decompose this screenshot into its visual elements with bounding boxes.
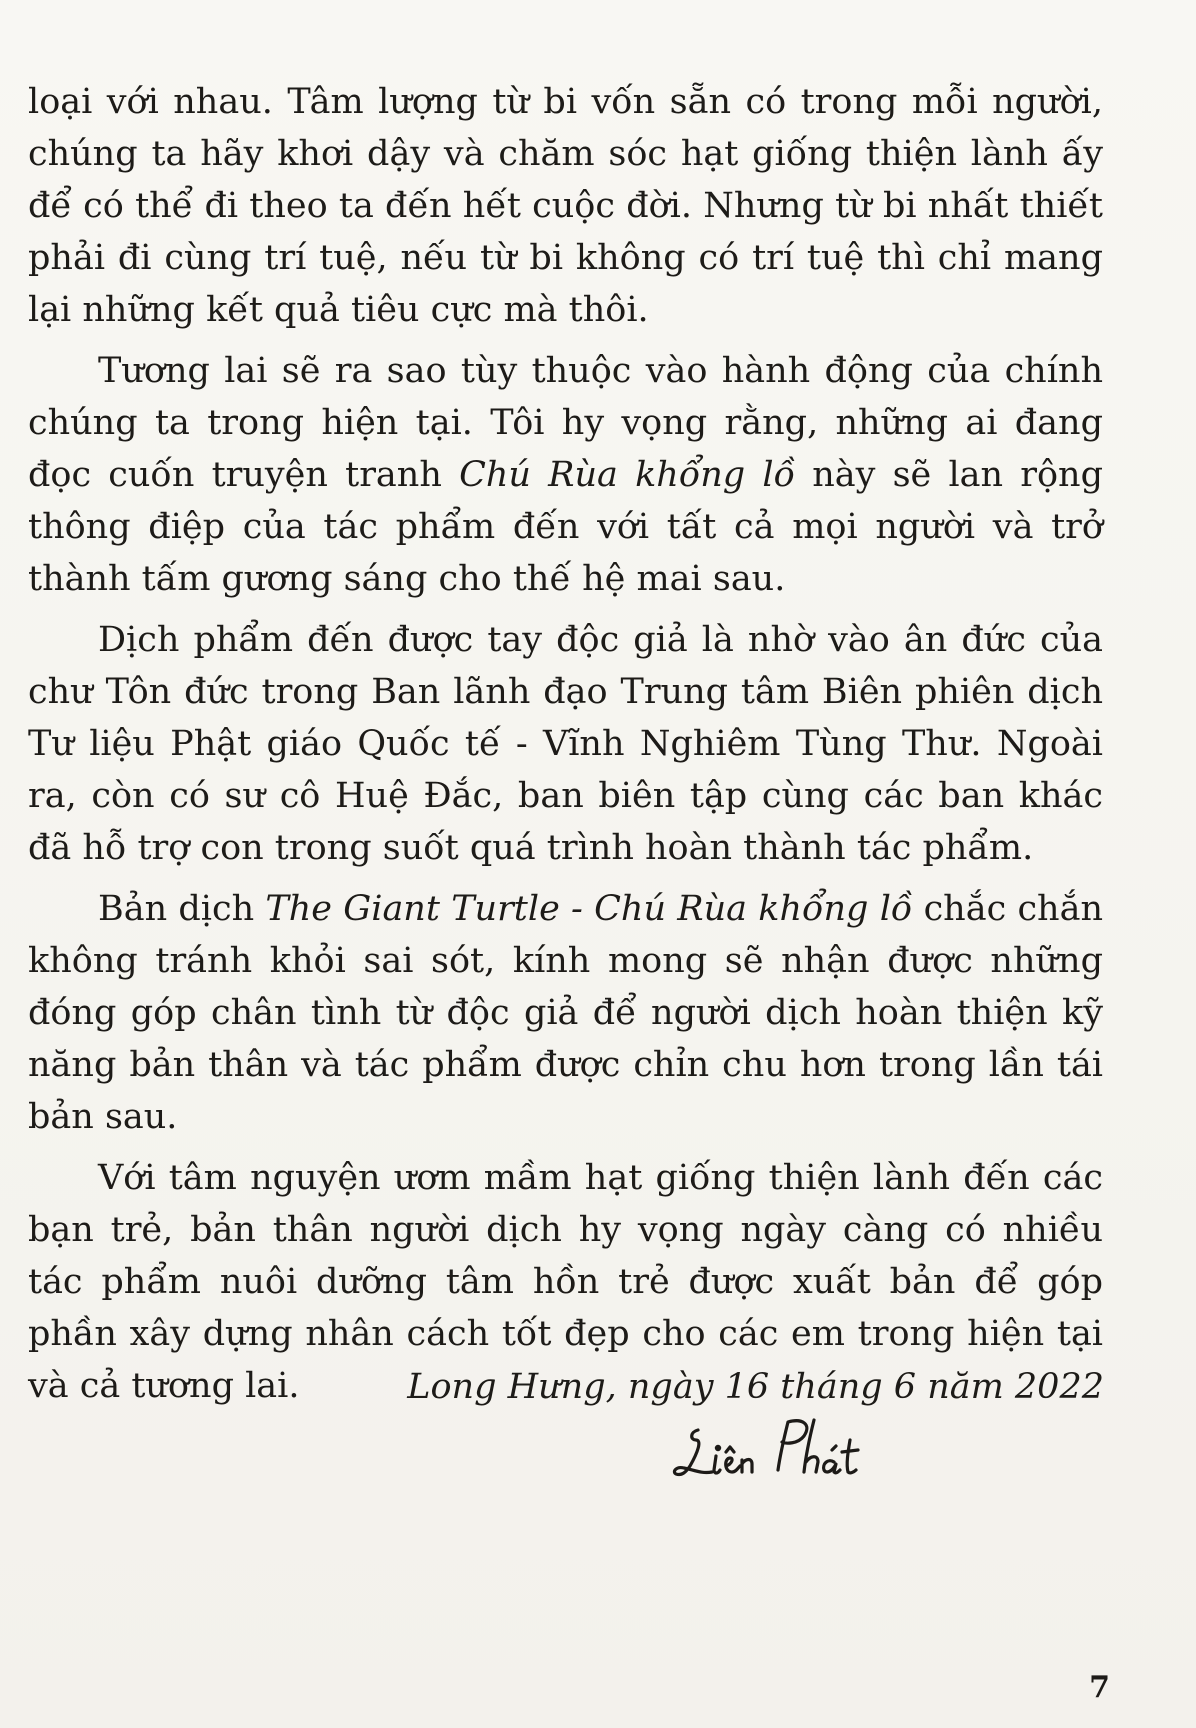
body-text bbox=[28, 76, 1103, 1421]
signature bbox=[668, 1408, 868, 1498]
paragraph-2-part-b: này sẽ lan rộng thông điệp của tác phẩm đến với tất cả mọi người và trở thành tấm gương sáng cho thế hệ mai sau. bbox=[28, 455, 1104, 599]
paragraph-2-part-a: Tương lai sẽ ra sao tùy thuộc vào hành động của chính chúng ta trong hiện tại. Tôi hy vọng rằng, những ai đang đọc cuốn truyện tranh bbox=[28, 351, 1103, 495]
paragraph-5: Với tâm nguyện ươm mầm hạt giống thiện lành đến các bạn trẻ, bản thân người dịch hy vọng ngày càng có nhiều tác phẩm nuôi dưỡng tâm hồn trẻ được xuất bản để góp phần xây dựng nhân cách tốt đẹp cho các em trong hiện tại và cả tương lai. bbox=[28, 1158, 1103, 1406]
place-date-line: Long Hưng, ngày 16 tháng 6 năm 2022 bbox=[407, 1367, 1104, 1407]
paragraph-2 bbox=[28, 345, 1103, 605]
paragraph-1: loại với nhau. Tâm lượng từ bi vốn sẵn có trong mỗi người, chúng ta hãy khơi dậy và chăm sóc hạt giống thiện lành ấy để có thể đi theo ta đến hết cuộc đời. Nhưng từ bi nhất thiết phải đi cùng trí tuệ, nếu từ bi không có trí tuệ thì chỉ mang lại những kết quả tiêu cực mà thôi. bbox=[28, 82, 1103, 330]
paragraph-4-part-b: chắc chắn không tránh khỏi sai sót, kính mong sẽ nhận được những đóng góp chân tình từ độc giả để người dịch hoàn thiện kỹ năng bản thân và tác phẩm được chỉn chu hơn trong lần tái bản sau. bbox=[28, 889, 1104, 1137]
book-title-italic: Chú Rùa khổng lồ bbox=[459, 455, 796, 495]
handwritten-signature-icon bbox=[668, 1408, 868, 1498]
paragraph-4-part-a: Bản dịch bbox=[98, 889, 266, 929]
paragraph-4 bbox=[28, 883, 1103, 1143]
translation-title-italic: The Giant Turtle - Chú Rùa khổng lồ bbox=[265, 889, 913, 929]
paragraph-3: Dịch phẩm đến được tay độc giả là nhờ vào ân đức của chư Tôn đức trong Ban lãnh đạo Trung tâm Biên phiên dịch Tư liệu Phật giáo Quốc tế - Vĩnh Nghiêm Tùng Thư. Ngoài ra, còn có sư cô Huệ Đắc, ban biên tập cùng các ban khác đã hỗ trợ con trong suốt quá trình hoàn thành tác phẩm. bbox=[28, 620, 1103, 868]
page-number: 7 bbox=[1089, 1670, 1110, 1705]
